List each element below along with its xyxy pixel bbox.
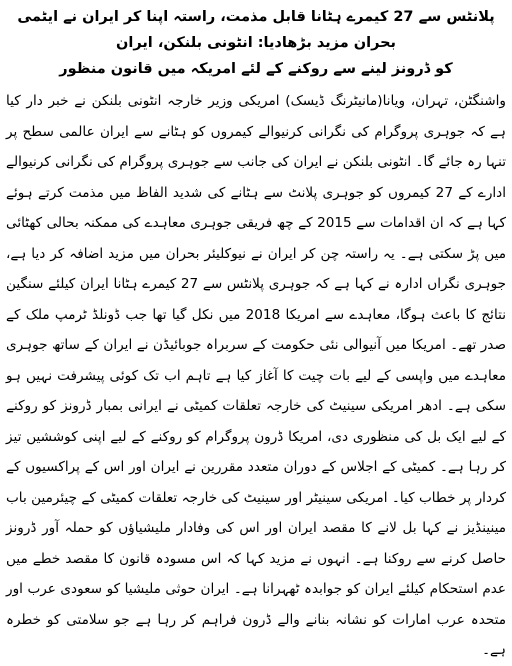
headline-line-2: کو ڈرونز لینے سے روکنے کے لئے امریکہ میں قانون منظور <box>59 61 453 77</box>
article-text: امریکی وزیر خارجہ انٹونی بلنکن نے خبر دار کیا ہے کہ جوہری پروگرام کی نگرانی کرنیوالے کیمروں کو ہٹانے سے ایران عالمی سطح پر تنہا رہ جائے گا۔ انٹونی بلنکن نے ایران کی جانب سے جوہری پروگرام کی نگرانی کرنیوالے ادارے کے 27 کیمروں کو جوہری پلانٹ سے ہٹانے کی شدید الفاظ میں مذمت کرتے ہوئے کہا ہے کہ ان اقدامات سے 2015 کے چھ فریقی جوہری معاہدے کی ممکنہ بحالی کھٹائی میں پڑ سکتی ہے۔ یہ راستہ چن کر ایران نے نیوکلیئر بحران میں مزید اضافہ کر دیا ہے، جوہری نگراں ادارہ نے کہا ہے کہ جوہری پلانٹس سے 27 کیمرے ہٹانا ایران کیلئے سنگین نتائج کا باعث ہوگا، معاہدے سے امریکا 2018 میں نکل گیا تھا جب ڈونلڈ ٹرمپ ملک کے صدر تھے۔ امریکا میں آنیوالی نئی حکومت کے سربراہ جوبائیڈن نے ایران کے ساتھ جوہری معاہدے میں واپسی کے لیے بات چیت کا آغاز کیا ہے تاہم اب تک کوئی پیشرفت نہیں ہو سکی ہے۔ ادھر امریکی سینیٹ کی خارجہ تعلقات کمیٹی نے ایرانی بمبار ڈرونز کو روکنے کے لیے ایک بل کی منظوری دی، امریکا ڈرون پروگرام کو روکنے کے لیے اپنی کوششیں تیز کر رہا ہے۔ کمیٹی کے اجلاس کے دوران متعدد مقررین نے ایران اور اس کے پراکسیوں کے کردار پر خطاب کیا۔ امریکی سینیٹر اور سینیٹ کی خارجہ تعلقات کمیٹی کے چیئرمین باب مینینڈیز نے کہا بل لانے کا مقصد ایران اور اس کی وفادار ملیشیاؤں کو حملہ آور ڈرونز حاصل کرنے سے روکنا ہے۔ انہوں نے مزید کہا کہ اس مسودہ قانون کا مقصد خطے میں عدم استحکام کیلئے ایران کو جوابدہ ٹھہرانا ہے۔ ایران حوثی ملیشیا کو سعودی عرب اور متحدہ عرب امارات کو نشانہ بنانے والے ڈرون فراہم کر رہا ہے جو سلامتی کو خطرہ ہے۔ <box>6 93 506 658</box>
headline-line-1: پلانٹس سے 27 کیمرے ہٹانا قابل مذمت، راستہ اپنا کر ایران نے ایٹمی بحران مزید بڑھادیا: انٹونی بلنکن، ایران <box>17 9 495 51</box>
news-clipping <box>6 4 506 658</box>
dateline: واشنگٹن، تہران، ویانا(مانیٹرنگ ڈیسک) <box>285 93 506 109</box>
headline <box>6 4 506 82</box>
article-body <box>6 86 506 666</box>
